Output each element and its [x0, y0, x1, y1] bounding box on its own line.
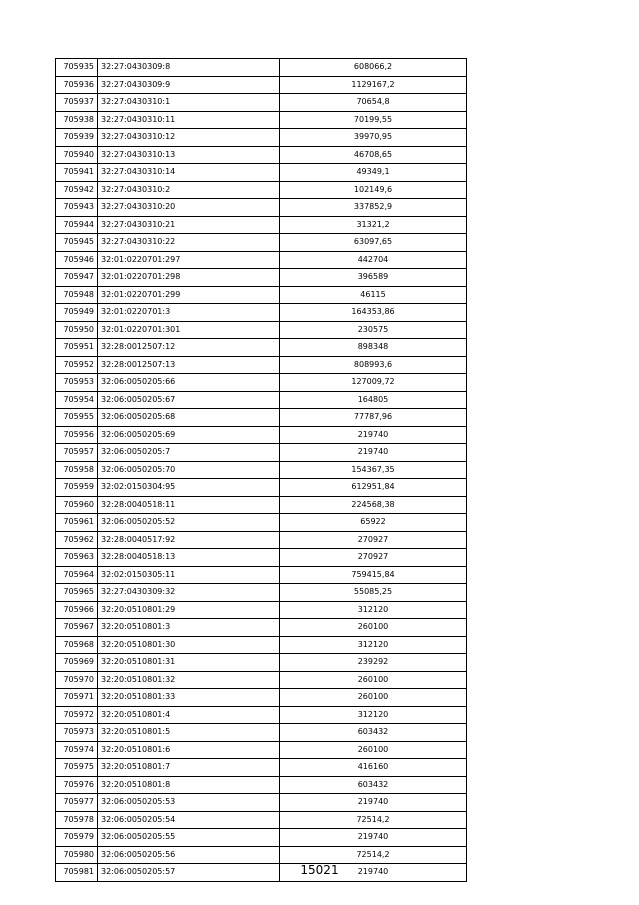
row-id-cell: 705943: [56, 199, 98, 217]
data-table: [55, 58, 467, 882]
table-row: [56, 76, 467, 94]
cadastral-number-cell: 32:20:0510801:30: [98, 636, 280, 654]
row-id-cell: 705978: [56, 811, 98, 829]
row-id-cell: 705974: [56, 741, 98, 759]
table-row: [56, 636, 467, 654]
row-id-cell: 705958: [56, 461, 98, 479]
table-row: [56, 234, 467, 252]
table-row: [56, 426, 467, 444]
value-cell: 1129167,2: [280, 76, 467, 94]
value-cell: 239292: [280, 654, 467, 672]
table-row: [56, 479, 467, 497]
value-cell: 416160: [280, 759, 467, 777]
row-id-cell: 705975: [56, 759, 98, 777]
value-cell: 72514,2: [280, 846, 467, 864]
table-row: [56, 216, 467, 234]
table-row: [56, 776, 467, 794]
table-row: [56, 724, 467, 742]
cadastral-number-cell: 32:28:0040518:13: [98, 549, 280, 567]
cadastral-number-cell: 32:20:0510801:32: [98, 671, 280, 689]
cadastral-number-cell: 32:01:0220701:3: [98, 304, 280, 322]
cadastral-number-cell: 32:20:0510801:5: [98, 724, 280, 742]
row-id-cell: 705965: [56, 584, 98, 602]
value-cell: 312120: [280, 706, 467, 724]
row-id-cell: 705953: [56, 374, 98, 392]
table-row: [56, 251, 467, 269]
cadastral-number-cell: 32:01:0220701:298: [98, 269, 280, 287]
table-row: [56, 146, 467, 164]
row-id-cell: 705937: [56, 94, 98, 112]
row-id-cell: 705946: [56, 251, 98, 269]
row-id-cell: 705972: [56, 706, 98, 724]
value-cell: 603432: [280, 724, 467, 742]
cadastral-number-cell: 32:20:0510801:29: [98, 601, 280, 619]
row-id-cell: 705959: [56, 479, 98, 497]
value-cell: 46708,65: [280, 146, 467, 164]
value-cell: 219740: [280, 829, 467, 847]
value-cell: 65922: [280, 514, 467, 532]
value-cell: 260100: [280, 671, 467, 689]
row-id-cell: 705949: [56, 304, 98, 322]
cadastral-number-cell: 32:27:0430310:12: [98, 129, 280, 147]
table-row: [56, 846, 467, 864]
value-cell: 164805: [280, 391, 467, 409]
cadastral-number-cell: 32:01:0220701:301: [98, 321, 280, 339]
row-id-cell: 705948: [56, 286, 98, 304]
table-row: [56, 321, 467, 339]
table-row: [56, 514, 467, 532]
cadastral-number-cell: 32:06:0050205:67: [98, 391, 280, 409]
table-row: [56, 619, 467, 637]
table-row: [56, 164, 467, 182]
value-cell: 898348: [280, 339, 467, 357]
table-row: [56, 549, 467, 567]
row-id-cell: 705938: [56, 111, 98, 129]
value-cell: 603432: [280, 776, 467, 794]
row-id-cell: 705969: [56, 654, 98, 672]
table-row: [56, 304, 467, 322]
cadastral-number-cell: 32:27:0430309:9: [98, 76, 280, 94]
row-id-cell: 705961: [56, 514, 98, 532]
value-cell: 164353,86: [280, 304, 467, 322]
row-id-cell: 705954: [56, 391, 98, 409]
cadastral-number-cell: 32:20:0510801:31: [98, 654, 280, 672]
cadastral-number-cell: 32:28:0040517:92: [98, 531, 280, 549]
table-row: [56, 671, 467, 689]
value-cell: 608066,2: [280, 59, 467, 77]
table-row: [56, 374, 467, 392]
cadastral-number-cell: 32:20:0510801:7: [98, 759, 280, 777]
value-cell: 396589: [280, 269, 467, 287]
table-row: [56, 286, 467, 304]
cadastral-number-cell: 32:27:0430310:21: [98, 216, 280, 234]
table-row: [56, 391, 467, 409]
value-cell: 224568,38: [280, 496, 467, 514]
row-id-cell: 705976: [56, 776, 98, 794]
cadastral-number-cell: 32:01:0220701:299: [98, 286, 280, 304]
row-id-cell: 705968: [56, 636, 98, 654]
row-id-cell: 705952: [56, 356, 98, 374]
table-row: [56, 339, 467, 357]
cadastral-number-cell: 32:01:0220701:297: [98, 251, 280, 269]
value-cell: 612951,84: [280, 479, 467, 497]
row-id-cell: 705955: [56, 409, 98, 427]
table-row: [56, 741, 467, 759]
cadastral-number-cell: 32:27:0430310:11: [98, 111, 280, 129]
table-row: [56, 496, 467, 514]
row-id-cell: 705967: [56, 619, 98, 637]
row-id-cell: 705973: [56, 724, 98, 742]
value-cell: 46115: [280, 286, 467, 304]
row-id-cell: 705940: [56, 146, 98, 164]
value-cell: 759415,84: [280, 566, 467, 584]
value-cell: 260100: [280, 619, 467, 637]
cadastral-number-cell: 32:20:0510801:33: [98, 689, 280, 707]
cadastral-number-cell: 32:02:0150304:95: [98, 479, 280, 497]
row-id-cell: 705956: [56, 426, 98, 444]
cadastral-number-cell: 32:20:0510801:3: [98, 619, 280, 637]
cadastral-number-cell: 32:28:0040518:11: [98, 496, 280, 514]
cadastral-number-cell: 32:06:0050205:68: [98, 409, 280, 427]
cadastral-number-cell: 32:27:0430310:2: [98, 181, 280, 199]
cadastral-number-cell: 32:20:0510801:8: [98, 776, 280, 794]
cadastral-number-cell: 32:28:0012507:13: [98, 356, 280, 374]
value-cell: 312120: [280, 601, 467, 619]
cadastral-number-cell: 32:27:0430309:8: [98, 59, 280, 77]
cadastral-number-cell: 32:20:0510801:6: [98, 741, 280, 759]
cadastral-number-cell: 32:02:0150305:11: [98, 566, 280, 584]
cadastral-number-cell: 32:27:0430310:22: [98, 234, 280, 252]
row-id-cell: 705947: [56, 269, 98, 287]
value-cell: 70199,55: [280, 111, 467, 129]
row-id-cell: 705979: [56, 829, 98, 847]
cadastral-number-cell: 32:06:0050205:66: [98, 374, 280, 392]
value-cell: 31321,2: [280, 216, 467, 234]
value-cell: 63097,65: [280, 234, 467, 252]
row-id-cell: 705942: [56, 181, 98, 199]
row-id-cell: 705980: [56, 846, 98, 864]
table-row: [56, 584, 467, 602]
row-id-cell: 705977: [56, 794, 98, 812]
table-row: [56, 689, 467, 707]
row-id-cell: 705950: [56, 321, 98, 339]
table-row: [56, 829, 467, 847]
row-id-cell: 705941: [56, 164, 98, 182]
table-row: [56, 601, 467, 619]
row-id-cell: 705944: [56, 216, 98, 234]
row-id-cell: 705960: [56, 496, 98, 514]
row-id-cell: 705981: [56, 864, 98, 882]
table-row: [56, 59, 467, 77]
page-number: 15021: [300, 863, 339, 877]
value-cell: 270927: [280, 531, 467, 549]
value-cell: 260100: [280, 741, 467, 759]
value-cell: 337852,9: [280, 199, 467, 217]
table-row: [56, 444, 467, 462]
value-cell: 230575: [280, 321, 467, 339]
value-cell: 127009,72: [280, 374, 467, 392]
value-cell: 77787,96: [280, 409, 467, 427]
table-row: [56, 181, 467, 199]
cadastral-number-cell: 32:20:0510801:4: [98, 706, 280, 724]
row-id-cell: 705935: [56, 59, 98, 77]
cadastral-number-cell: 32:27:0430310:14: [98, 164, 280, 182]
value-cell: 219740: [280, 444, 467, 462]
cadastral-number-cell: 32:27:0430309:32: [98, 584, 280, 602]
row-id-cell: 705964: [56, 566, 98, 584]
cadastral-number-cell: 32:27:0430310:13: [98, 146, 280, 164]
value-cell: 102149,6: [280, 181, 467, 199]
table-row: [56, 461, 467, 479]
cadastral-number-cell: 32:27:0430310:1: [98, 94, 280, 112]
row-id-cell: 705966: [56, 601, 98, 619]
table-row: [56, 531, 467, 549]
table-row: [56, 269, 467, 287]
table-body: [56, 59, 467, 882]
table-row: [56, 409, 467, 427]
row-id-cell: 705962: [56, 531, 98, 549]
cadastral-number-cell: 32:06:0050205:69: [98, 426, 280, 444]
cadastral-number-cell: 32:06:0050205:70: [98, 461, 280, 479]
row-id-cell: 705945: [56, 234, 98, 252]
table-row: [56, 111, 467, 129]
table-row: [56, 706, 467, 724]
row-id-cell: 705951: [56, 339, 98, 357]
value-cell: 260100: [280, 689, 467, 707]
value-cell: 55085,25: [280, 584, 467, 602]
cadastral-number-cell: 32:06:0050205:54: [98, 811, 280, 829]
value-cell: 270927: [280, 549, 467, 567]
cadastral-number-cell: 32:06:0050205:7: [98, 444, 280, 462]
value-cell: 219740: [280, 864, 467, 882]
value-cell: 39970,95: [280, 129, 467, 147]
value-cell: 49349,1: [280, 164, 467, 182]
cadastral-number-cell: 32:06:0050205:56: [98, 846, 280, 864]
value-cell: 72514,2: [280, 811, 467, 829]
row-id-cell: 705957: [56, 444, 98, 462]
cadastral-number-cell: 32:06:0050205:53: [98, 794, 280, 812]
cadastral-number-cell: 32:06:0050205:55: [98, 829, 280, 847]
value-cell: 154367,35: [280, 461, 467, 479]
table-row: [56, 811, 467, 829]
value-cell: 70654,8: [280, 94, 467, 112]
cadastral-number-cell: 32:27:0430310:20: [98, 199, 280, 217]
table-row: [56, 654, 467, 672]
table-row: [56, 129, 467, 147]
cadastral-number-cell: 32:06:0050205:52: [98, 514, 280, 532]
row-id-cell: 705939: [56, 129, 98, 147]
table-row: [56, 94, 467, 112]
table-row: [56, 356, 467, 374]
table-row: [56, 199, 467, 217]
cadastral-number-cell: 32:06:0050205:57: [98, 864, 280, 882]
value-cell: 219740: [280, 794, 467, 812]
table-row: [56, 794, 467, 812]
row-id-cell: 705936: [56, 76, 98, 94]
table-row: [56, 759, 467, 777]
table-row: [56, 566, 467, 584]
cadastral-number-cell: 32:28:0012507:12: [98, 339, 280, 357]
value-cell: 442704: [280, 251, 467, 269]
value-cell: 219740: [280, 426, 467, 444]
value-cell: 808993,6: [280, 356, 467, 374]
value-cell: 312120: [280, 636, 467, 654]
row-id-cell: 705963: [56, 549, 98, 567]
row-id-cell: 705971: [56, 689, 98, 707]
row-id-cell: 705970: [56, 671, 98, 689]
